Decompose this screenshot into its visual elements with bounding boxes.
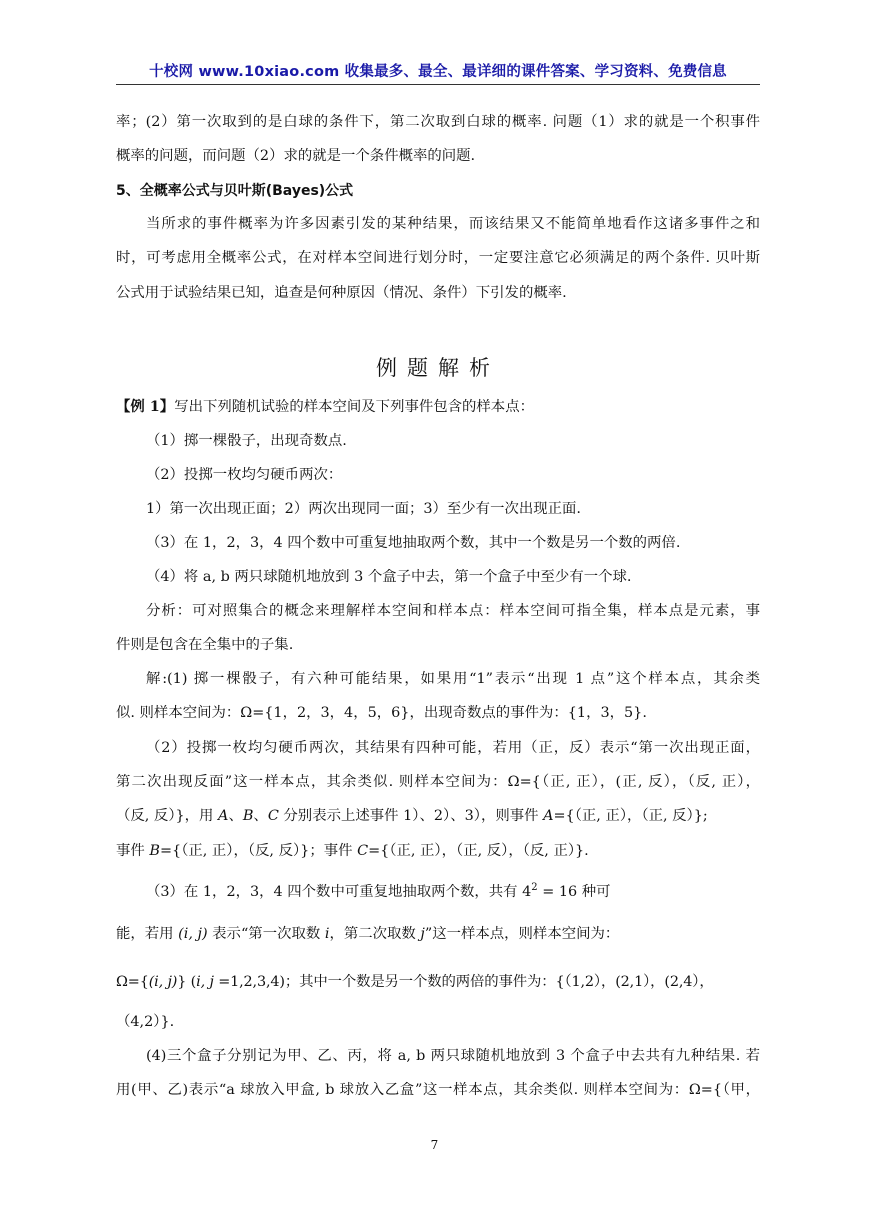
section-paragraph-line-3: 公式用于试验结果已知，追查是何种原因（情况、条件）下引发的概率. — [116, 285, 567, 301]
text-span: ={（正, 正），（反, 反）}；事件 — [159, 843, 358, 859]
example-prompt-text: 写出下列随机试验的样本空间及下列事件包含的样本点： — [174, 399, 534, 415]
text-span: ”这一样本点，则样本空间为： — [424, 926, 620, 942]
page-number: 7 — [430, 1138, 439, 1152]
event-C-symbol: C — [267, 808, 279, 824]
solution-2-line-1: （2）投掷一枚均匀硬币两次，其结果有四种可能，若用（正，反）表示“第一次出现正面， — [146, 740, 760, 756]
pair-notation: (i, j) — [148, 974, 178, 990]
analysis-line-2: 件则是包含在全集中的子集. — [116, 637, 294, 653]
variable-i: i — [324, 926, 330, 942]
text-span: （3）在 1，2，3，4 四个数中可重复地抽取两个数，共有 — [146, 883, 523, 900]
text-span: ={（正, 正），（正, 反），（反, 正）}. — [368, 843, 589, 859]
question-1: （1）掷一棵骰子，出现奇数点. — [146, 433, 347, 449]
solution-3-line-4: （4,2）}. — [116, 1014, 175, 1030]
text-span: （反, 反）}，用 — [116, 808, 219, 824]
pair-notation: (i, j) — [178, 926, 208, 942]
solution-2-line-3 — [116, 806, 760, 826]
section-heading: 5、全概率公式与贝叶斯(Bayes)公式 — [116, 183, 354, 199]
event-A-symbol: A — [543, 808, 554, 824]
text-span: 种可 — [577, 883, 611, 900]
solution-4-line-2: 用(甲、乙)表示“a 球放入甲盒, b 球放入乙盒”这一样本点，其余类似. 则样本空间为：Ω={（甲， — [116, 1082, 760, 1098]
section-paragraph-line-2: 时，可考虑用全概率公式，在对样本空间进行划分时，一定要注意它必须满足的两个条件. 贝叶斯 — [116, 250, 760, 266]
section-title: 例题解析 — [376, 356, 500, 380]
power-base: 4 — [522, 883, 532, 900]
text-span: 能，若用 — [116, 926, 179, 942]
example-label: 【例 1】 — [116, 398, 175, 415]
question-4: （4）将 a, b 两只球随机地放到 3 个盒子中去，第一个盒子中至少有一个球. — [146, 569, 632, 585]
text-span: 表示“第一次取数 — [207, 926, 325, 942]
power-result: = 16 — [537, 883, 578, 900]
text-span: ；其中一个数是另一个数的两倍的事件为：{（1,2），(2,1），(2,4）， — [284, 974, 714, 990]
question-3: （3）在 1，2，3，4 四个数中可重复地抽取两个数，其中一个数是另一个数的两倍. — [146, 535, 681, 551]
event-B-symbol: B — [149, 843, 160, 859]
text-span: } ( — [177, 974, 197, 990]
header-divider — [116, 84, 760, 85]
section-paragraph-line-1: 当所求的事件概率为许多因素引发的某种结果，而该结果又不能简单地看作这诸多事件之和 — [146, 216, 760, 232]
solution-2-line-4 — [116, 841, 760, 861]
text-span: 、 — [228, 808, 243, 824]
solution-3-line-1 — [146, 878, 790, 902]
power-exponent: 2 — [531, 882, 538, 893]
solution-1-line-1: 解:(1) 掷一棵骰子，有六种可能结果，如果用“1”表示“出现 1 点”这个样本点，其余类 — [146, 671, 760, 687]
text-span: 分别表示上述事件 1）、2）、3），则事件 — [278, 808, 544, 824]
text-span: =1,2,3,4) — [213, 974, 285, 990]
event-C-symbol: C — [357, 843, 369, 859]
text-span: 事件 — [116, 843, 150, 859]
intro-line-1: 率；(2）第一次取到的是白球的条件下，第二次取到白球的概率. 问题（1）求的就是一个积事件 — [116, 114, 760, 130]
condition-variables: i, j — [196, 974, 214, 990]
example-prompt — [116, 397, 760, 417]
site-header: 十校网 www.10xiao.com 收集最多、最全、最详细的课件答案、学习资料、免费信息 — [149, 64, 727, 80]
solution-4-line-1: (4)三个盒子分别记为甲、乙、丙，将 a, b 两只球随机地放到 3 个盒子中去共有九种结果. 若 — [146, 1048, 760, 1064]
event-A-symbol: A — [218, 808, 229, 824]
solution-3-line-3 — [116, 972, 760, 992]
intro-line-2: 概率的问题，而问题（2）求的就是一个条件概率的问题. — [116, 148, 476, 164]
event-B-symbol: B — [242, 808, 254, 824]
question-2-subitems: 1）第一次出现正面；2）两次出现同一面；3）至少有一次出现正面. — [146, 501, 581, 517]
text-span: ，第二次取数 — [329, 926, 421, 942]
text-span: ={（正, 正），（正, 反）}; — [553, 808, 708, 824]
solution-3-line-2 — [116, 924, 760, 944]
solution-2-line-2: 第二次出现反面”这一样本点，其余类似. 则样本空间为：Ω={（正, 正），(正, 反），（反, 正）， — [116, 774, 760, 790]
analysis-line-1: 分析：可对照集合的概念来理解样本空间和样本点：样本空间可指全集，样本点是元素，事 — [146, 603, 760, 619]
text-span: 、 — [253, 808, 268, 824]
variable-j: j — [420, 926, 425, 942]
question-2: （2）投掷一枚均匀硬币两次： — [146, 467, 343, 483]
solution-1-line-2: 似. 则样本空间为：Ω={1，2，3，4，5，6}，出现奇数点的事件为：{1，3，5}. — [116, 705, 647, 721]
text-span: Ω={ — [116, 974, 149, 990]
